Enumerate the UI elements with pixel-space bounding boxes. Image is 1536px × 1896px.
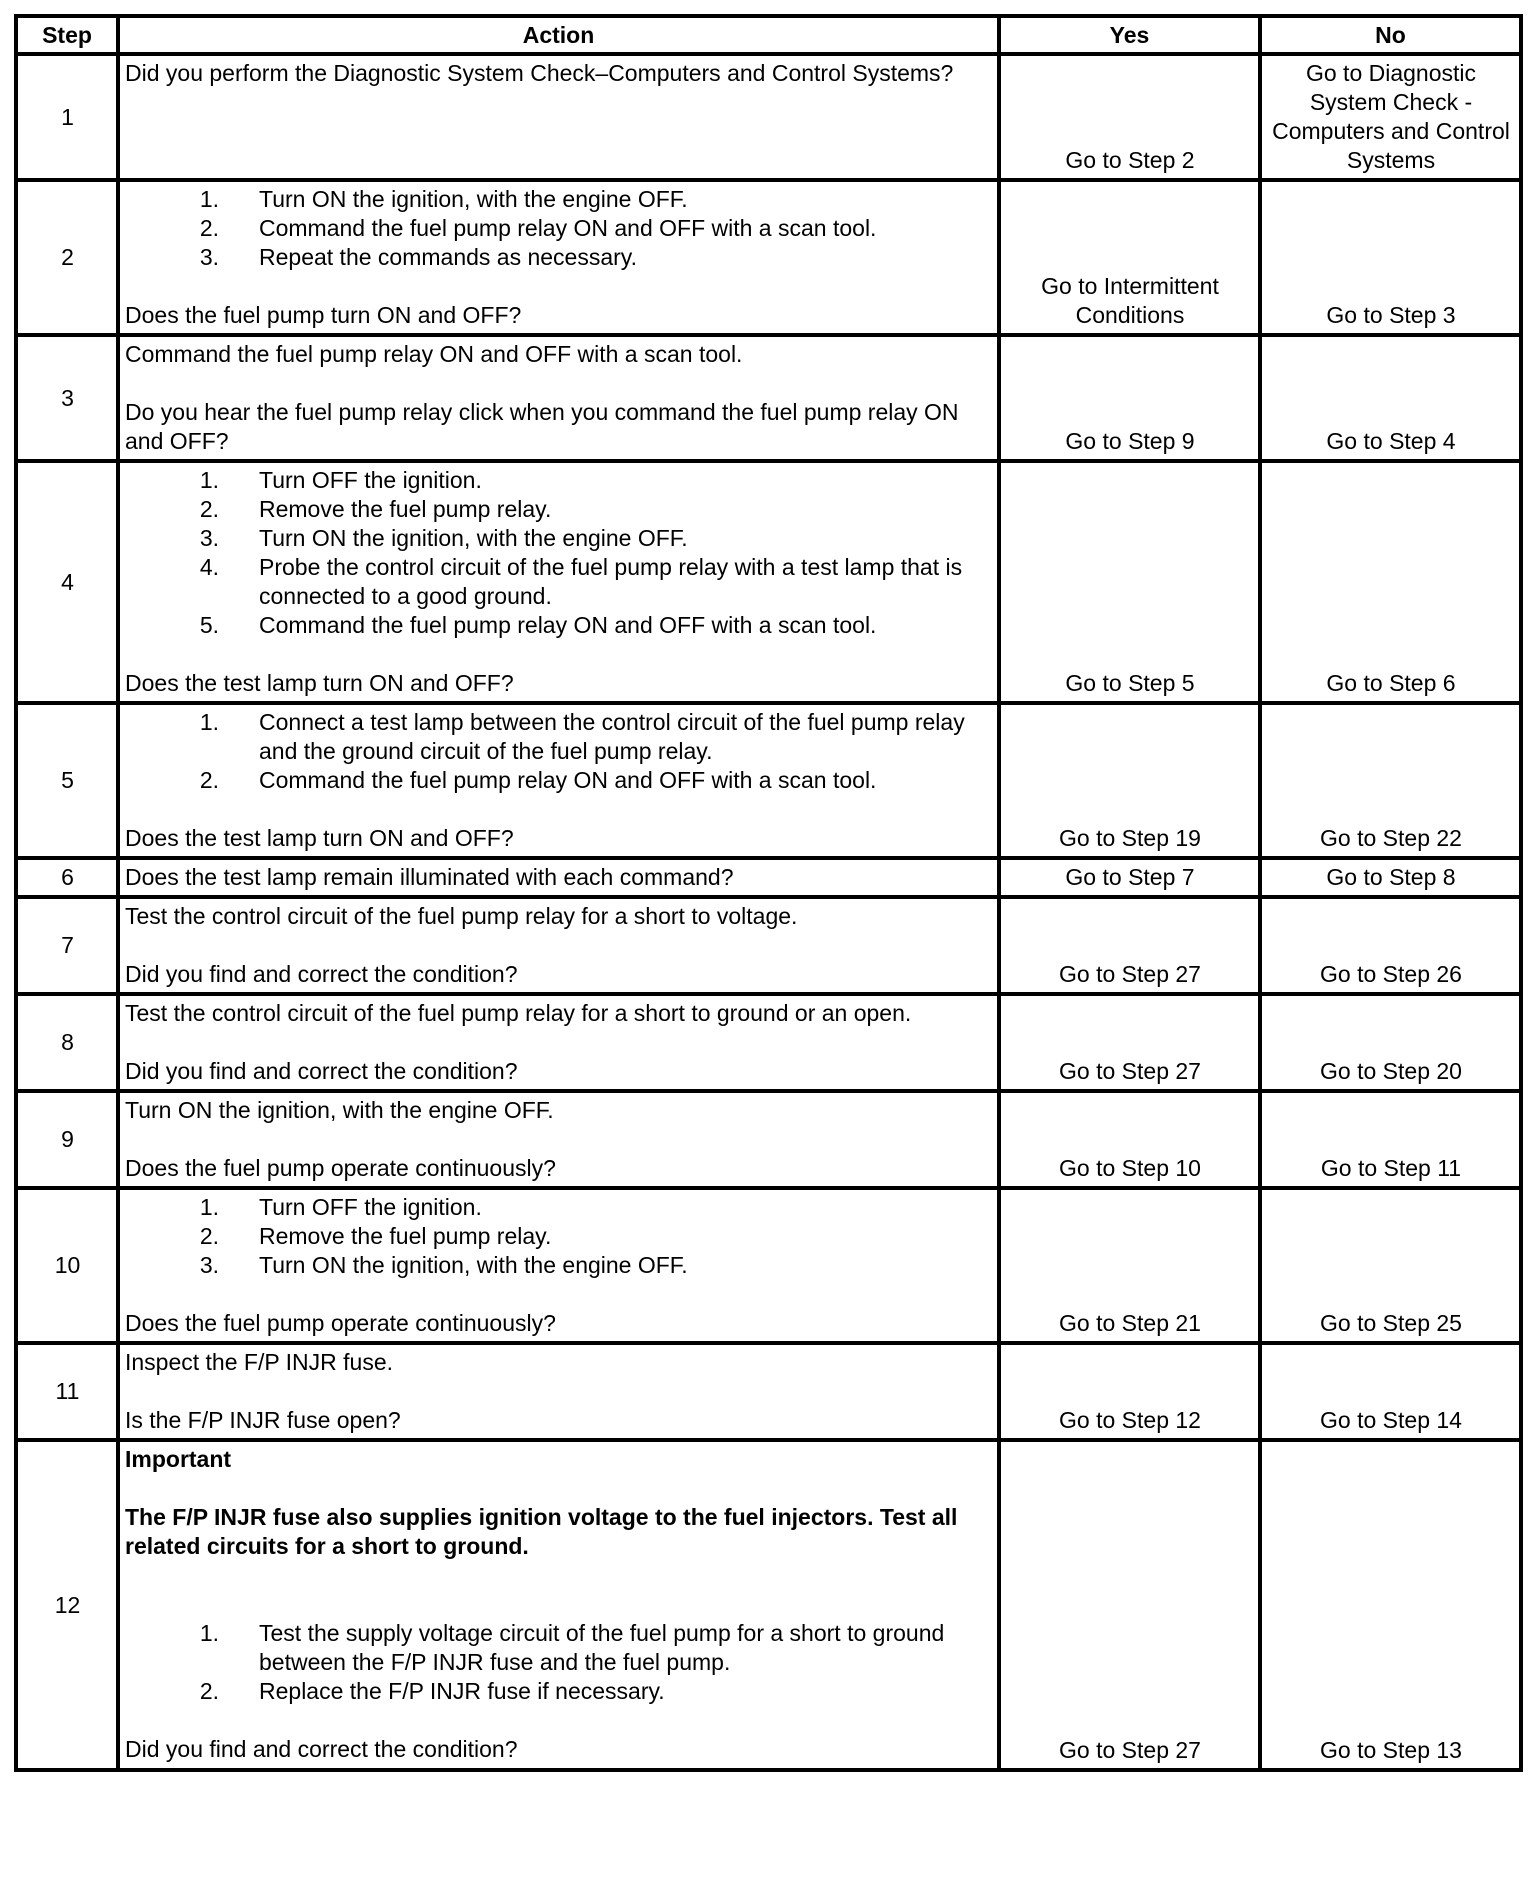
table-row xyxy=(16,461,1521,703)
action-cell xyxy=(118,461,999,703)
header-row xyxy=(16,16,1521,54)
table-row xyxy=(16,1343,1521,1440)
no-cell: Go to Step 11 xyxy=(1260,1091,1521,1188)
step-number: 10 xyxy=(16,1188,118,1343)
no-cell: Go to Step 20 xyxy=(1260,994,1521,1091)
intro-text: Test the control circuit of the fuel pump relay for a short to voltage. xyxy=(125,903,798,929)
yes-cell: Go to Step 12 xyxy=(999,1343,1260,1440)
question-text: Did you find and correct the condition? xyxy=(125,961,518,987)
no-cell: Go to Step 4 xyxy=(1260,335,1521,461)
step-number: 8 xyxy=(16,994,118,1091)
list-item: 3. Repeat the commands as necessary. xyxy=(199,244,637,270)
question-text: Do you hear the fuel pump relay click when you command the fuel pump relay ON and OFF? xyxy=(125,399,959,454)
yes-cell: Go to Step 7 xyxy=(999,858,1260,897)
action-cell xyxy=(118,897,999,994)
diagnostic-table xyxy=(14,14,1523,1772)
list-item: 1. Test the supply voltage circuit of the fuel pump for a short to ground between the F/P INJR fuse and the fuel pump. xyxy=(199,1620,945,1675)
table-row xyxy=(16,994,1521,1091)
list-item: 3. Turn ON the ignition, with the engine OFF. xyxy=(199,525,688,551)
list-item: 2. Command the fuel pump relay ON and OFF with a scan tool. xyxy=(199,767,877,793)
question-text: Did you find and correct the condition? xyxy=(125,1736,518,1762)
action-cell xyxy=(118,54,999,180)
step-number: 3 xyxy=(16,335,118,461)
action-cell xyxy=(118,858,999,897)
header-yes: Yes xyxy=(999,16,1260,54)
list-item: 1. Turn OFF the ignition. xyxy=(199,467,482,493)
no-cell: Go to Step 6 xyxy=(1260,461,1521,703)
yes-cell: Go to Step 2 xyxy=(999,54,1260,180)
step-number: 7 xyxy=(16,897,118,994)
action-cell xyxy=(118,1091,999,1188)
action-cell xyxy=(118,335,999,461)
yes-cell: Go to Intermittent Conditions xyxy=(999,180,1260,335)
list-item: 4. Probe the control circuit of the fuel pump relay with a test lamp that is connected to a good ground. xyxy=(199,554,963,609)
step-number: 2 xyxy=(16,180,118,335)
no-cell: Go to Step 26 xyxy=(1260,897,1521,994)
step-number: 1 xyxy=(16,54,118,180)
table-row xyxy=(16,1091,1521,1188)
table-row xyxy=(16,897,1521,994)
step-number: 5 xyxy=(16,703,118,858)
yes-cell: Go to Step 21 xyxy=(999,1188,1260,1343)
action-cell xyxy=(118,1440,999,1770)
question-text: Does the fuel pump operate continuously? xyxy=(125,1310,556,1336)
question-text: Does the test lamp turn ON and OFF? xyxy=(125,825,514,851)
yes-cell: Go to Step 27 xyxy=(999,1440,1260,1770)
action-cell xyxy=(118,180,999,335)
list-item: 1. Turn ON the ignition, with the engine OFF. xyxy=(199,186,688,212)
list-item: 3. Turn ON the ignition, with the engine OFF. xyxy=(199,1252,688,1278)
important-label: Important xyxy=(125,1446,232,1472)
header-step: Step xyxy=(16,16,118,54)
question-text: Does the test lamp turn ON and OFF? xyxy=(125,670,514,696)
no-cell: Go to Step 14 xyxy=(1260,1343,1521,1440)
yes-cell: Go to Step 27 xyxy=(999,897,1260,994)
step-number: 4 xyxy=(16,461,118,703)
intro-text: Command the fuel pump relay ON and OFF with a scan tool. xyxy=(125,341,743,367)
table-row xyxy=(16,858,1521,897)
question-text: Is the F/P INJR fuse open? xyxy=(125,1407,401,1433)
action-cell xyxy=(118,1343,999,1440)
question-text: Did you find and correct the condition? xyxy=(125,1058,518,1084)
step-number: 12 xyxy=(16,1440,118,1770)
no-cell: Go to Step 3 xyxy=(1260,180,1521,335)
no-cell: Go to Step 25 xyxy=(1260,1188,1521,1343)
no-cell: Go to Step 22 xyxy=(1260,703,1521,858)
list-item: 1. Turn OFF the ignition. xyxy=(199,1194,482,1220)
no-cell: Go to Step 13 xyxy=(1260,1440,1521,1770)
list-item: 2. Remove the fuel pump relay. xyxy=(199,1223,552,1249)
header-action: Action xyxy=(118,16,999,54)
yes-cell: Go to Step 27 xyxy=(999,994,1260,1091)
list-item: 1. Connect a test lamp between the control circuit of the fuel pump relay and the ground circuit of the fuel pump relay. xyxy=(199,709,965,764)
question-text: Does the fuel pump operate continuously? xyxy=(125,1155,556,1181)
action-cell xyxy=(118,703,999,858)
no-cell: Go to Step 8 xyxy=(1260,858,1521,897)
no-cell: Go to Diagnostic System Check - Computers and Control Systems xyxy=(1260,54,1521,180)
table-row xyxy=(16,1188,1521,1343)
action-cell xyxy=(118,994,999,1091)
intro-text: Test the control circuit of the fuel pump relay for a short to ground or an open. xyxy=(125,1000,912,1026)
intro-text: Turn ON the ignition, with the engine OFF. xyxy=(125,1097,554,1123)
question-text: Did you perform the Diagnostic System Check–Computers and Control Systems? xyxy=(125,60,954,86)
list-item: 2. Command the fuel pump relay ON and OFF with a scan tool. xyxy=(199,215,877,241)
list-item: 2. Replace the F/P INJR fuse if necessary. xyxy=(199,1678,665,1704)
list-item: 2. Remove the fuel pump relay. xyxy=(199,496,552,522)
step-number: 6 xyxy=(16,858,118,897)
table-row xyxy=(16,180,1521,335)
intro-text: Inspect the F/P INJR fuse. xyxy=(125,1349,394,1375)
header-no: No xyxy=(1260,16,1521,54)
table-row xyxy=(16,54,1521,180)
yes-cell: Go to Step 5 xyxy=(999,461,1260,703)
table-row xyxy=(16,703,1521,858)
important-text: The F/P INJR fuse also supplies ignition voltage to the fuel injectors. Test all related circuits for a short to ground. xyxy=(125,1504,958,1559)
yes-cell: Go to Step 19 xyxy=(999,703,1260,858)
step-number: 11 xyxy=(16,1343,118,1440)
list-item: 5. Command the fuel pump relay ON and OFF with a scan tool. xyxy=(199,612,877,638)
yes-cell: Go to Step 10 xyxy=(999,1091,1260,1188)
yes-cell: Go to Step 9 xyxy=(999,335,1260,461)
table-row xyxy=(16,335,1521,461)
question-text: Does the test lamp remain illuminated with each command? xyxy=(125,864,734,890)
action-cell xyxy=(118,1188,999,1343)
table-row xyxy=(16,1440,1521,1770)
question-text: Does the fuel pump turn ON and OFF? xyxy=(125,302,522,328)
step-number: 9 xyxy=(16,1091,118,1188)
